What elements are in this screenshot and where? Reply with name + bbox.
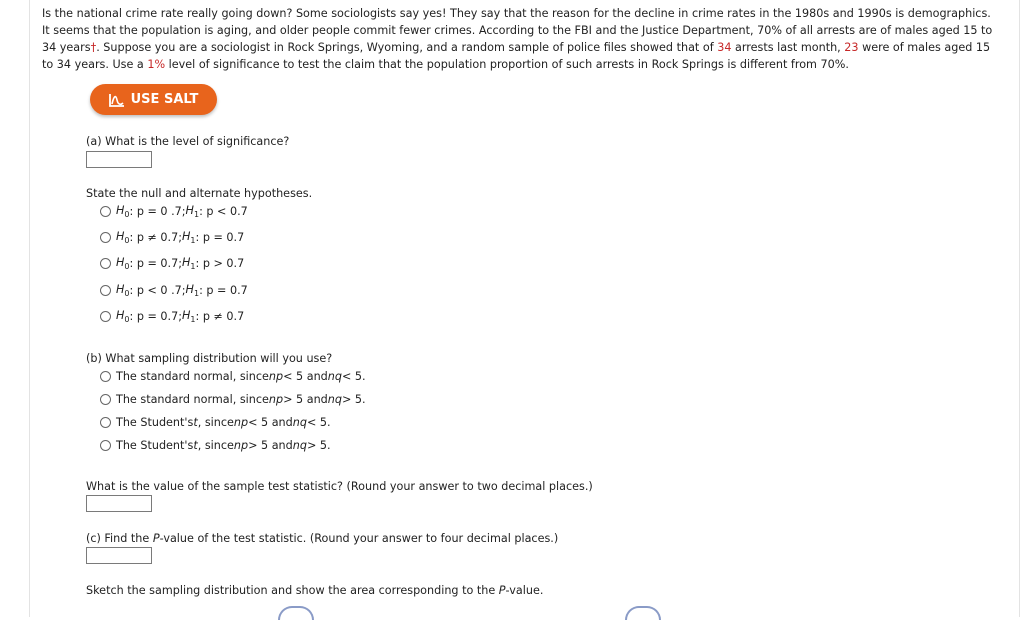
option-text: The Student's xyxy=(116,416,194,429)
h0-text: : p = 0.7; xyxy=(129,310,182,323)
distribution-curve-icon[interactable] xyxy=(625,606,661,620)
h0-text: : p ≠ 0.7; xyxy=(129,231,182,244)
option-text: The standard normal, since xyxy=(116,370,269,383)
significance-level: 1% xyxy=(147,58,166,71)
radio-button[interactable] xyxy=(100,206,111,217)
distribution-option-2[interactable] xyxy=(100,393,366,406)
footnote-link[interactable]: † xyxy=(90,41,97,54)
option-text: > 5 and xyxy=(248,439,293,452)
np-symbol: np xyxy=(233,439,249,452)
t-symbol: t xyxy=(193,439,198,452)
radio-button[interactable] xyxy=(100,258,111,269)
option-text: < 5 and xyxy=(248,416,293,429)
males-count: 23 xyxy=(844,41,859,54)
p-symbol: P xyxy=(152,532,160,545)
radio-button[interactable] xyxy=(100,417,111,428)
radio-button[interactable] xyxy=(100,394,111,405)
hypothesis-option-3[interactable] xyxy=(100,256,244,271)
option-text: , since xyxy=(197,416,234,429)
option-text: > 5. xyxy=(306,439,331,452)
option-text: < 5. xyxy=(341,370,366,383)
h1-label: $H_1$ xyxy=(182,230,196,245)
nq-symbol: nq xyxy=(327,393,342,406)
question-text: (c) Find the xyxy=(86,532,153,545)
radio-button[interactable] xyxy=(100,232,111,243)
part-b-question: (b) What sampling distribution will you use? xyxy=(86,352,333,365)
use-salt-button[interactable] xyxy=(90,84,217,115)
np-symbol: np xyxy=(268,393,284,406)
p-value-input[interactable] xyxy=(86,547,152,564)
option-text: < 5. xyxy=(306,416,331,429)
radio-button[interactable] xyxy=(100,371,111,382)
distribution-curve-icon[interactable] xyxy=(278,606,314,620)
option-text: > 5. xyxy=(341,393,366,406)
hypotheses-prompt: State the null and alternate hypotheses. xyxy=(86,187,313,200)
h0-label: $H_0$ xyxy=(116,256,130,271)
option-text: < 5 and xyxy=(283,370,328,383)
problem-statement xyxy=(42,5,1002,73)
h1-text: : p = 0.7 xyxy=(195,231,245,244)
sketch-prompt xyxy=(86,584,543,597)
distribution-option-4[interactable] xyxy=(100,439,331,452)
option-text: > 5 and xyxy=(283,393,328,406)
salt-chart-icon xyxy=(109,93,125,107)
test-statistic-question: What is the value of the sample test statistic? (Round your answer to two decimal places.) xyxy=(86,480,593,493)
h0-label: $H_0$ xyxy=(116,230,130,245)
hypothesis-option-2[interactable] xyxy=(100,230,244,245)
radio-button[interactable] xyxy=(100,285,111,296)
question-text: -value. xyxy=(505,584,544,597)
h0-label: $H_0$ xyxy=(116,204,130,219)
hypothesis-option-1[interactable] xyxy=(100,204,248,219)
nq-symbol: nq xyxy=(292,416,307,429)
option-text: , since xyxy=(197,439,234,452)
h0-label: $H_0$ xyxy=(116,283,130,298)
problem-text: Is the national crime rate really going down? Some sociologists say yes! They say that the reason for the decline in crime rates in the 1980s and 1990s is demographics. It seems that the population is aging, and older people commit fewer crimes. According to the FBI and the Justice Department, 70% of all arrests are of males aged 15 to 34 years xyxy=(42,7,993,54)
distribution-option-3[interactable] xyxy=(100,416,331,429)
h1-label: $H_1$ xyxy=(185,283,200,298)
hypothesis-option-4[interactable] xyxy=(100,283,248,298)
test-statistic-input[interactable] xyxy=(86,495,152,512)
h0-text: : p = 0 .7; xyxy=(129,205,186,218)
h1-text: : p = 0.7 xyxy=(199,284,248,297)
part-c-question xyxy=(86,532,558,545)
h0-text: : p = 0.7; xyxy=(129,257,182,270)
arrests-count: 34 xyxy=(717,41,732,54)
nq-symbol: nq xyxy=(327,370,342,383)
np-symbol: np xyxy=(233,416,249,429)
question-text: -value of the test statistic. (Round your answer to four decimal places.) xyxy=(159,532,559,545)
hypothesis-option-5[interactable] xyxy=(100,309,244,324)
np-symbol: np xyxy=(268,370,284,383)
t-symbol: t xyxy=(193,416,198,429)
problem-text: . Suppose you are a sociologist in Rock Springs, Wyoming, and a random sample of police files showed that of xyxy=(96,41,718,54)
h1-label: $H_1$ xyxy=(182,256,196,271)
question-text: Sketch the sampling distribution and show the area corresponding to the xyxy=(86,584,499,597)
significance-answer-input[interactable] xyxy=(86,151,152,168)
h0-text: : p < 0 .7; xyxy=(129,284,186,297)
option-text: The standard normal, since xyxy=(116,393,269,406)
h1-label: $H_1$ xyxy=(185,204,200,219)
part-a-question: (a) What is the level of significance? xyxy=(86,135,290,148)
h0-label: $H_0$ xyxy=(116,309,130,324)
h1-text: : p ≠ 0.7 xyxy=(195,310,245,323)
nq-symbol: nq xyxy=(292,439,307,452)
radio-button[interactable] xyxy=(100,311,111,322)
problem-text: arrests last month, xyxy=(731,41,845,54)
radio-button[interactable] xyxy=(100,440,111,451)
h1-text: : p < 0.7 xyxy=(199,205,248,218)
problem-text: were of males aged 15 to 34 years. Use a xyxy=(42,41,991,71)
distribution-option-1[interactable] xyxy=(100,370,366,383)
h1-text: : p > 0.7 xyxy=(195,257,245,270)
option-text: The Student's xyxy=(116,439,194,452)
use-salt-label: USE SALT xyxy=(130,92,199,107)
problem-text: level of significance to test the claim that the population proportion of such arrests in Rock Springs is different from 70%. xyxy=(165,58,849,71)
p-symbol: P xyxy=(498,584,506,597)
h1-label: $H_1$ xyxy=(182,309,196,324)
